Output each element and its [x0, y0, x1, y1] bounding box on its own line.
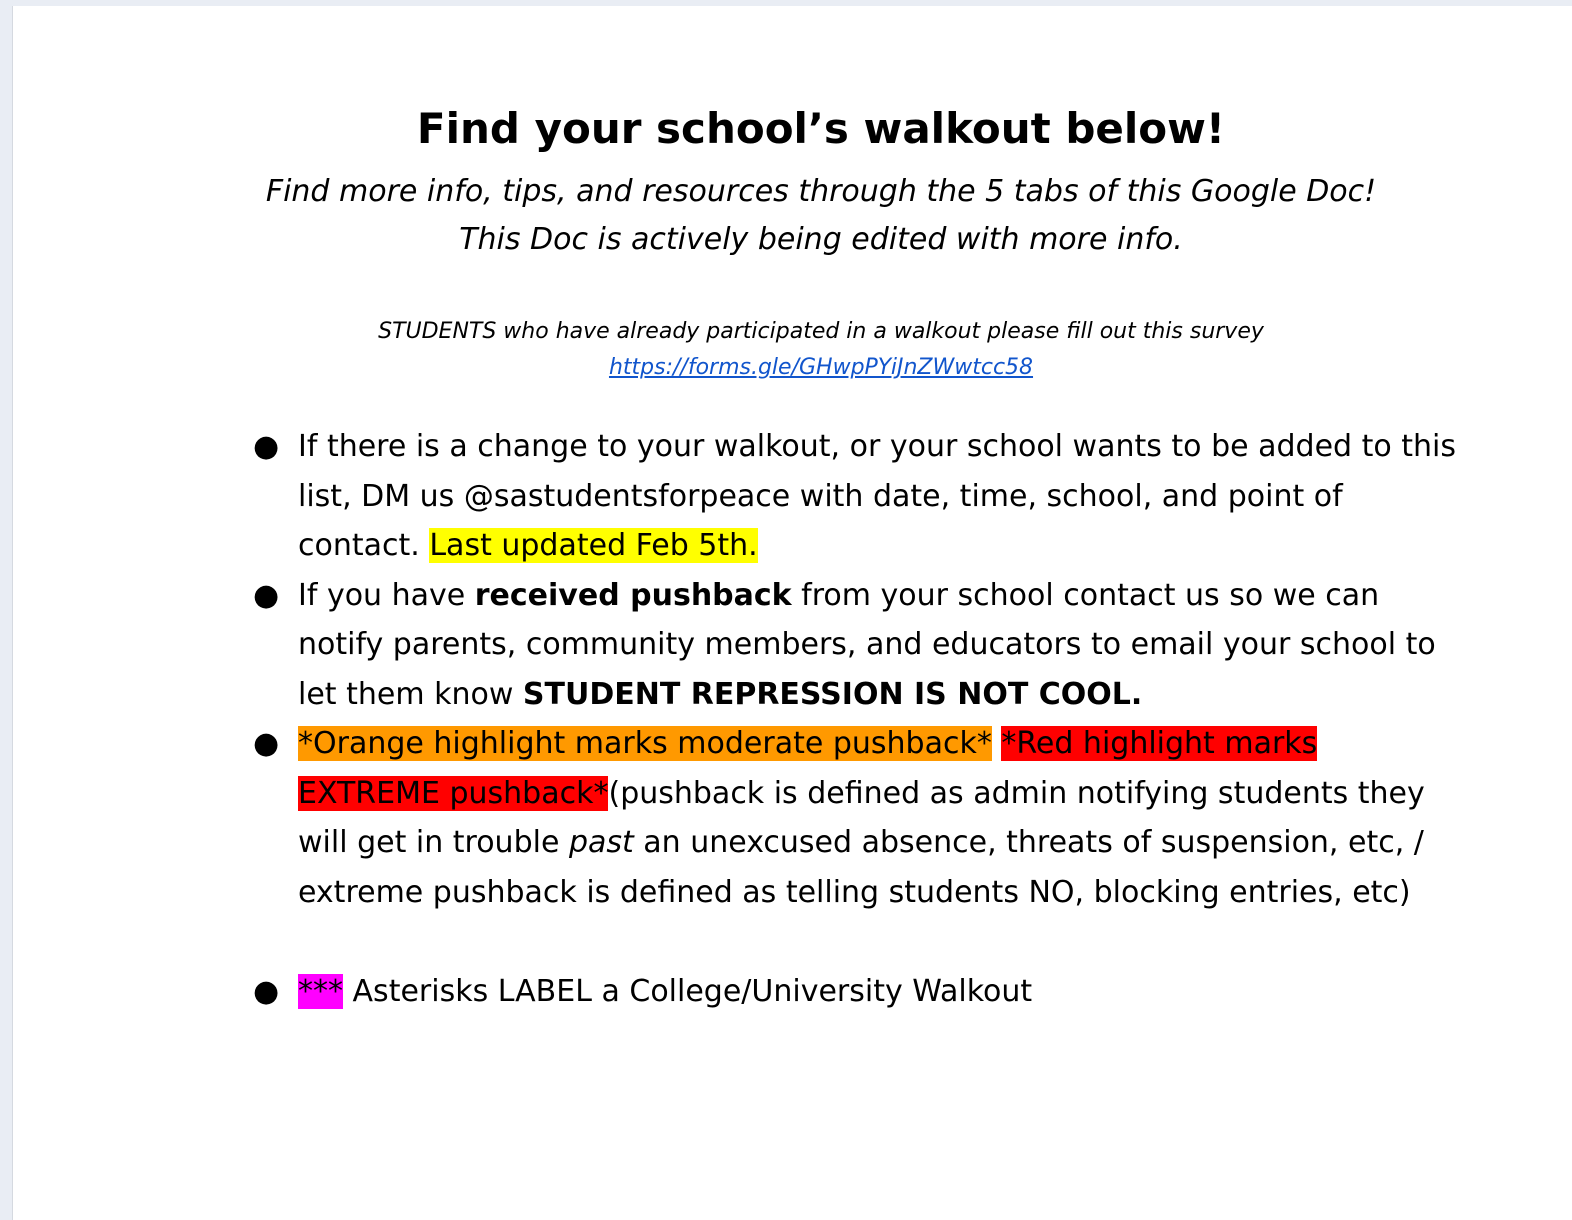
survey-link[interactable]: https://forms.gle/GHwpPYiJnZWwtcc58 — [608, 355, 1034, 380]
doc-title: Find your school’s walkout below! — [416, 104, 1226, 153]
bullet-icon: ● — [253, 429, 280, 464]
pushback-text-mid: from your school contact us so we can notify parents, community members, and educators to email your school to let them know — [298, 577, 1436, 712]
pushback-text-pre: If you have — [298, 577, 475, 613]
survey-text: STUDENTS who have already participated in a walkout please fill out this survey — [378, 319, 1264, 344]
doc-subtitle — [1, 168, 1572, 264]
repression-bold: STUDENT REPRESSION IS NOT COOL. — [522, 676, 1143, 712]
legend-spacer — [992, 726, 1002, 761]
subtitle-line-1: Find more info, tips, and resources through the 5 tabs of this Google Doc! — [265, 174, 1377, 209]
legend-definition-1: (pushback is defined as admin notifying students they will get in trouble — [298, 775, 1425, 860]
survey-notice — [1, 314, 1572, 386]
last-updated-highlight: Last updated Feb 5th. — [429, 528, 758, 563]
asterisk-highlight: *** — [298, 973, 343, 1009]
asterisk-legend-text: Asterisks LABEL a College/University Walkout — [343, 973, 1033, 1009]
bullet-icon: ● — [253, 577, 280, 613]
legend-definition-2: an unexcused absence, threats of suspension, etc, / extreme pushback is defined as telling students NO, blocking entries, etc) — [298, 825, 1424, 910]
red-legend-highlight: *Red highlight marks EXTREME pushback* — [298, 726, 1318, 811]
update-info-text: If there is a change to your walkout, or your school wants to be added to this list, DM us @sastudentsforpeace with date, time, school, and point of contact. — [298, 429, 1457, 563]
document-page — [12, 6, 1572, 1220]
list-item-pushback-info — [253, 571, 1463, 720]
list-item-asterisk-legend — [253, 967, 1463, 1017]
legend-italic-past: past — [568, 825, 634, 860]
pushback-bold: received pushback — [474, 577, 792, 613]
bullet-icon: ● — [253, 973, 280, 1009]
list-item-highlight-legend — [253, 719, 1463, 917]
bullet-icon: ● — [253, 726, 280, 761]
list-item-update-info — [253, 422, 1463, 571]
orange-legend-highlight: *Orange highlight marks moderate pushback* — [298, 726, 992, 761]
subtitle-line-2: This Doc is actively being edited with more info. — [459, 222, 1183, 257]
info-bullet-list — [253, 422, 1463, 1016]
